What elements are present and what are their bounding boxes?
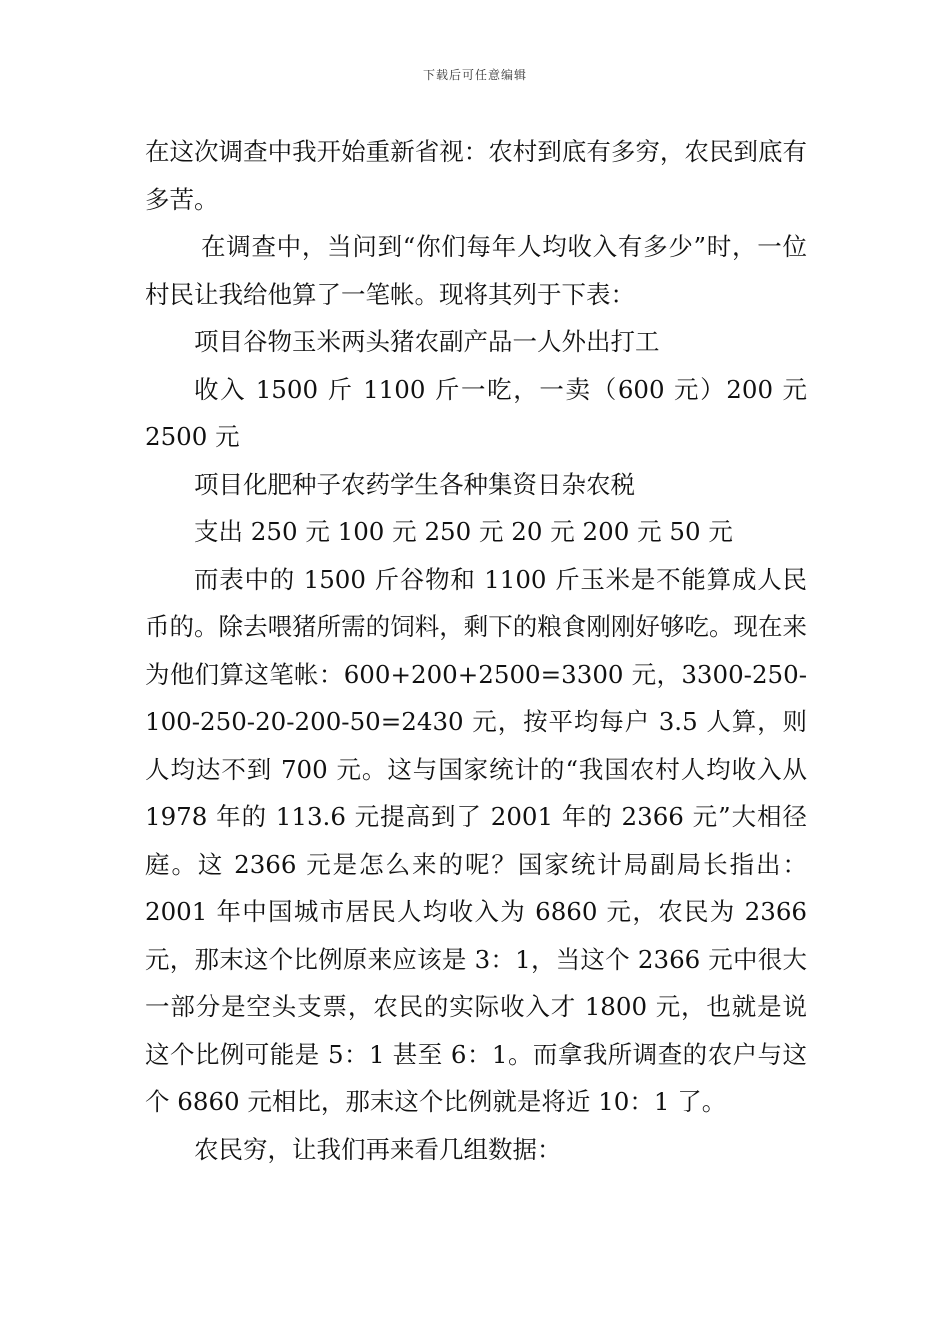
paragraph-intro: 在这次调查中我开始重新省视：农村到底有多穷，农民到底有多苦。	[145, 137, 807, 214]
income-items-row: 项目谷物玉米两头猪农副产品一人外出打工	[194, 327, 660, 356]
paragraph-closing: 农民穷，让我们再来看几组数据：	[194, 1134, 562, 1164]
document-body	[145, 128, 807, 1173]
page-header-note: 下载后可任意编辑	[422, 68, 527, 82]
income-values-row: 收入 1500 斤 1100 斤一吃，一卖（600 元）200 元 2500 元	[145, 374, 807, 451]
expense-items-row: 项目化肥种子农药学生各种集资日杂农税	[194, 469, 635, 499]
expense-values-row: 支出 250 元 100 元 250 元 20 元 200 元 50 元	[194, 517, 733, 546]
paragraph-analysis: 而表中的 1500 斤谷物和 1100 斤玉米是不能算成人民币的。除去喂猪所需的饲料，剩下的粮食刚刚好够吃。现在来为他们算这笔帐：600+200+2500=3300 元，3300-250-100-250-20-200-50=2430 元，按平均每户 3.5 人算，则人均达不到 700 元。这与国家统计的“我国农村人均收入从 1978 年的 113.6 元提高到了 2001 年的 2366 元”大相径庭。这 2366 元是怎么来的呢？国家统计局副局长指出：2001 年中国城市居民人均收入为 6860 元，农民为 2366 元，那末这个比例原来应该是 3：1，当这个 2366 元中很大一部分是空头支票，农民的实际收入才 1800 元，也就是说这个比例可能是 5：1 甚至 6：1。而拿我所调查的农户与这个 6860 元相比，那末这个比例就是将近 10：1 了。	[145, 564, 807, 1116]
paragraph-survey-question: 在调查中，当问到“你们每年人均收入有多少”时，一位村民让我给他算了一笔帐。现将其列于下表：	[145, 232, 807, 309]
